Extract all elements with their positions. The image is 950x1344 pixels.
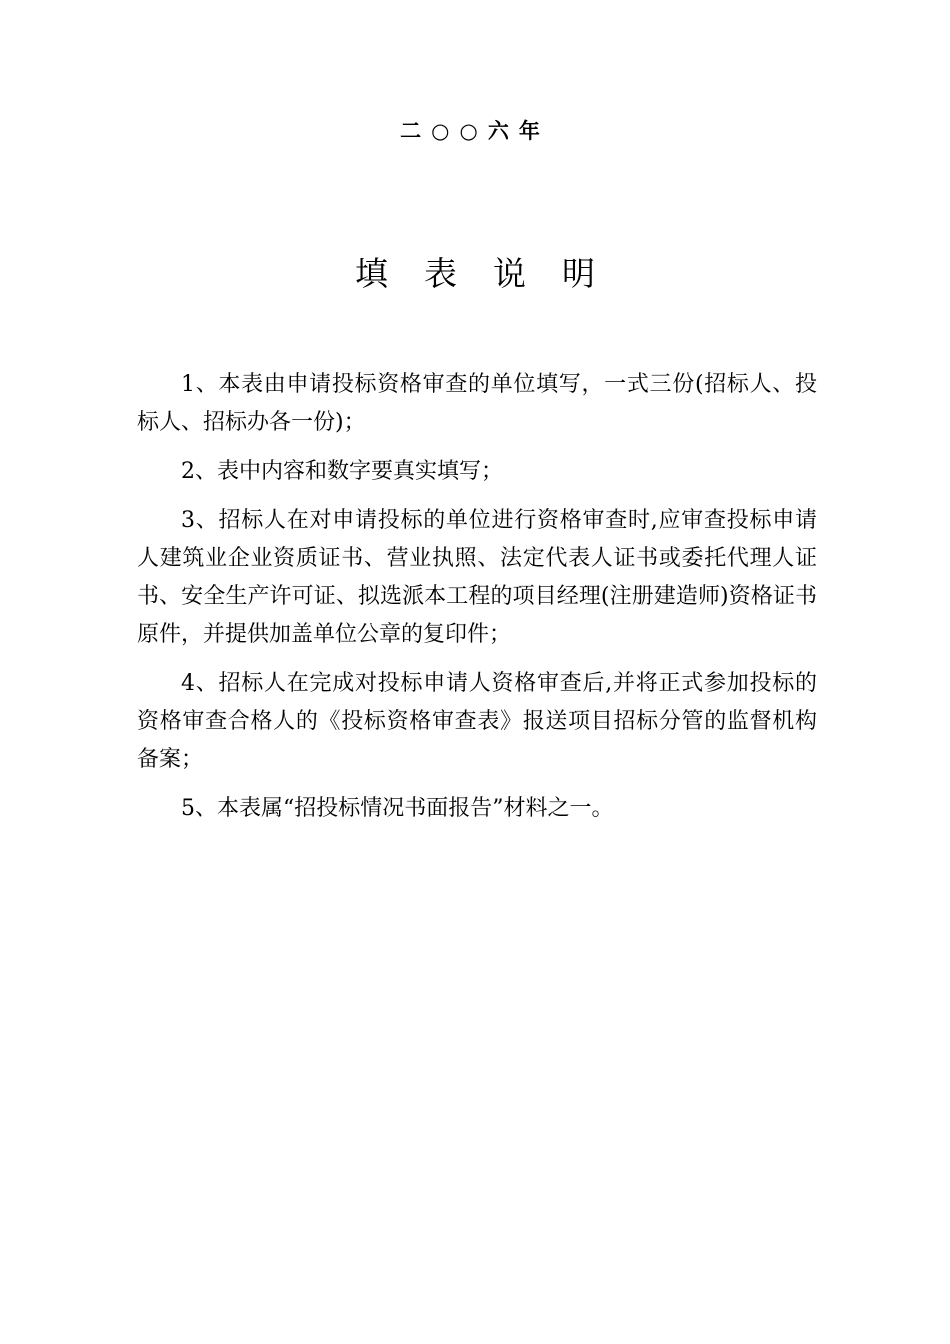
instruction-item-1: 1、本表由申请投标资格审查的单位填写，一式三份(招标人、投标人、招标办各一份)； [137,372,817,435]
instruction-item-3: 3、招标人在对申请投标的单位进行资格审查时,应审查投标申请人建筑业企业资质证书、营业执照、法定代表人证书或委托代理人证书、安全生产许可证、拟选派本工程的项目经理(注册建造师)资格证书原件，并提供加盖单位公章的复印件； [137,508,817,647]
instruction-item-4: 4、招标人在完成对投标申请人资格审查后,并将正式参加投标的资格审查合格人的《投标资格审查表》报送项目招标分管的监督机构备案； [137,671,817,772]
instructions-list [137,366,817,839]
year-heading: 二○○六年 [400,119,550,143]
instruction-item-5: 5、本表属“招投标情况书面报告”材料之一。 [181,796,614,821]
instruction-item-2: 2、表中内容和数字要真实填写； [181,459,503,484]
page-title: 填表说明 [355,254,631,293]
